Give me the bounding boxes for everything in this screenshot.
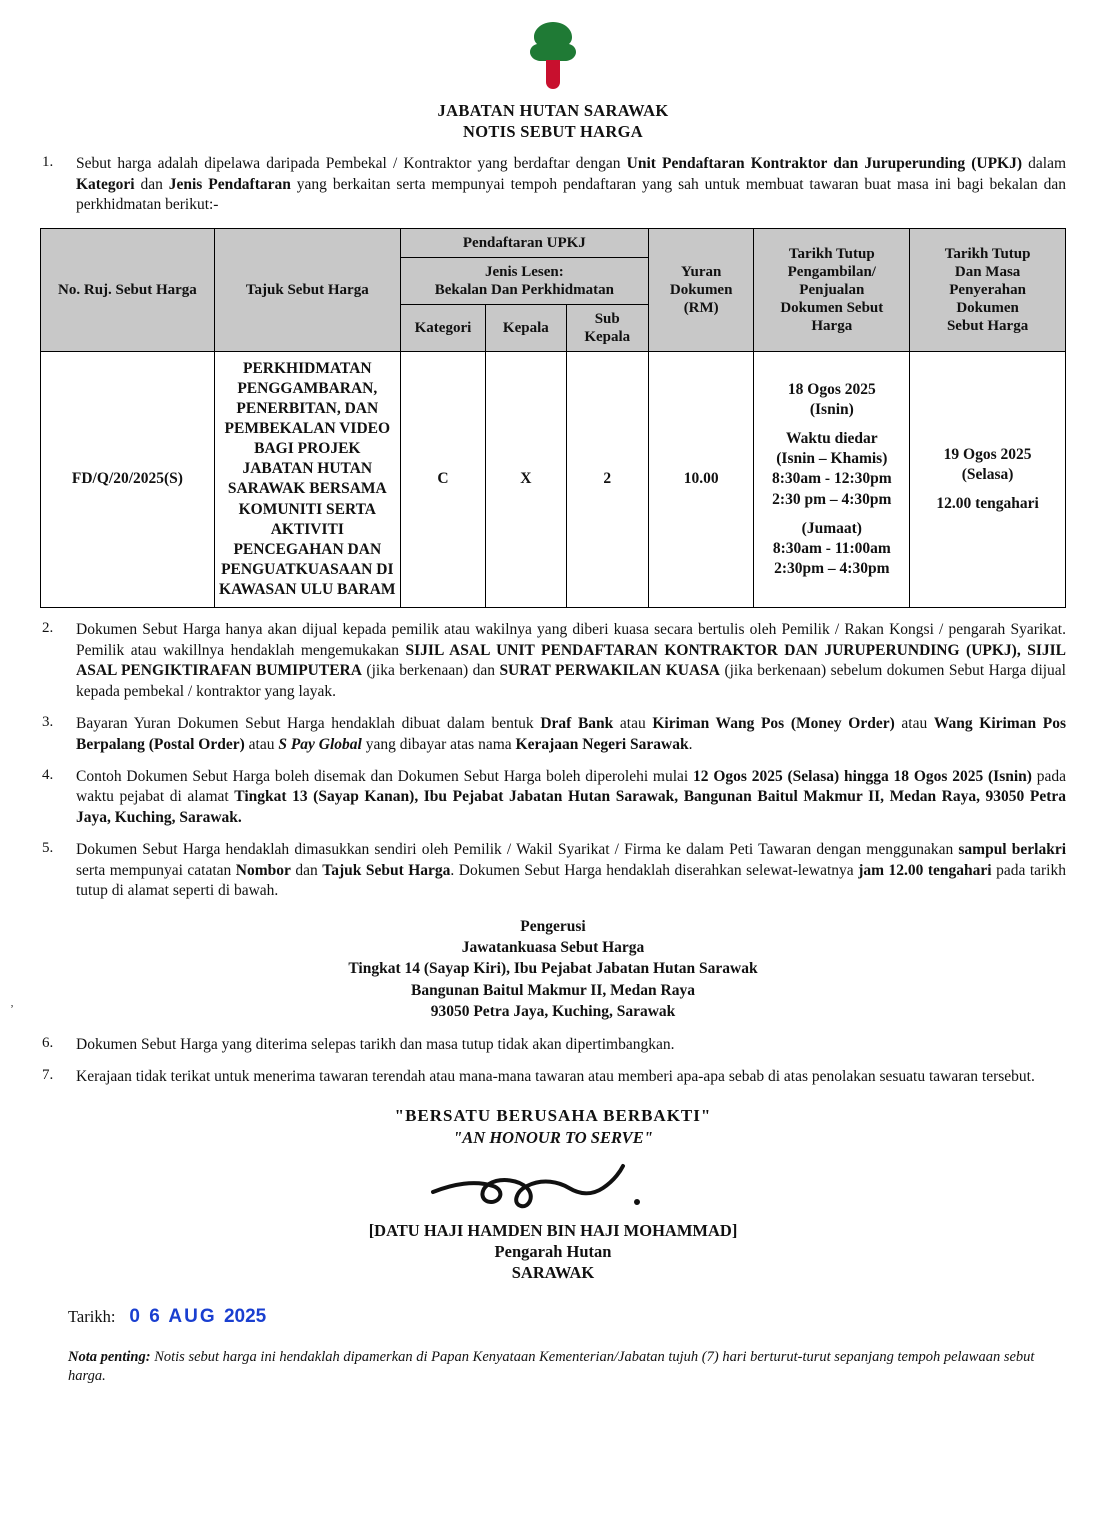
- clause-2-text: [76, 620, 1066, 702]
- pickup-l7: (Jumaat): [801, 519, 862, 537]
- cell-pickup-deadline: [754, 351, 910, 608]
- c2-bold1: SIJIL ASAL UNIT PENDAFTARAN KONTRAKTOR DAN JURUPERUNDING (UPKJ), SIJIL ASAL PENGIKTIRAFAN BUMIPUTERA: [76, 641, 1066, 680]
- th-title: Tajuk Sebut Harga: [214, 228, 400, 351]
- pickup-l2: (Isnin): [809, 400, 854, 418]
- clause-7-text: Kerajaan tidak terikat untuk menerima tawaran terendah atau mana-mana tawaran atau memberi apa-apa sebab di atas penolakan sesuatu tawaran tersebut.: [76, 1068, 1035, 1086]
- th-jenis-lesen: [400, 257, 648, 304]
- c5-part4: . Dokumen Sebut Harga hendaklah diserahkan selewat-lewatnya: [450, 861, 859, 879]
- date-stamp-day: 0 6: [129, 1305, 162, 1327]
- motto-malay: "BERSATU BERUSAHA BERBAKTI": [394, 1105, 712, 1125]
- c5-bold4: jam 12.00 tengahari: [858, 861, 992, 879]
- th-yuran-l3: (RM): [683, 299, 719, 316]
- clause-3-text: [76, 714, 1066, 755]
- motto-english: "AN HONOUR TO SERVE": [453, 1127, 653, 1147]
- c3-part6: .: [688, 735, 693, 753]
- th-sub-kepala: Sub Kepala: [566, 304, 648, 351]
- date-stamp-year: 2025: [223, 1305, 267, 1327]
- th-pickup-l2: Pengambilan/: [787, 263, 876, 280]
- note-text: Notis sebut harga ini hendaklah dipamerkan di Papan Kenyataan Kementerian/Jabatan tujuh (7) hari berturut-turut sepanjang tempoh pelawaan sebut harga.: [68, 1348, 1035, 1384]
- c5-part3: dan: [290, 861, 323, 879]
- clause-6-number: 6.: [42, 1034, 54, 1051]
- th-submit-l5: Sebut Harga: [946, 317, 1029, 334]
- clause-5-number: 5.: [42, 840, 54, 857]
- c4-part1: Contoh Dokumen Sebut Harga boleh disemak dan Dokumen Sebut Harga boleh diperolehi mulai: [76, 768, 694, 786]
- th-submit-l3: Penyerahan: [949, 281, 1026, 298]
- clause-7-number: 7.: [42, 1067, 54, 1084]
- clause-6-text: Dokumen Sebut Harga yang diterima selepas tarikh dan masa tutup tidak akan dipertimbangkan.: [76, 1035, 675, 1053]
- c3-bold3: Wang Kiriman Pos Berpalang (Postal Order): [76, 715, 1066, 753]
- c4-bold2: Tingkat 13 (Sayap Kanan), Ibu Pejabat Jabatan Hutan Sarawak, Bangunan Baitul Makmur II, Medan Raya, 93050 Petra Jaya, Kuching, Sarawak.: [76, 788, 1067, 826]
- c3-part4: atau: [244, 735, 279, 753]
- submit-l3: 12.00 tengahari: [936, 495, 1039, 513]
- th-yuran-l2: Dokumen: [669, 281, 733, 298]
- c1-part2: dalam: [1022, 155, 1067, 173]
- th-jenis-lesen-l1: Jenis Lesen:: [484, 263, 564, 280]
- address-line-3: Tingkat 14 (Sayap Kiri), Ibu Pejabat Jabatan Hutan Sarawak: [348, 960, 758, 978]
- committee-address: [40, 916, 1066, 1023]
- th-yuran: [648, 228, 754, 351]
- clause-3-number: 3.: [42, 714, 54, 731]
- pickup-gap-2: [758, 510, 905, 519]
- clause-1-number: 1.: [42, 154, 54, 171]
- date-stamp-month: AUG: [168, 1305, 217, 1327]
- th-pickup-l4: Dokumen Sebut: [780, 299, 884, 316]
- handwritten-signature: [423, 1162, 683, 1218]
- date-label: Tarikh:: [68, 1306, 116, 1326]
- c5-bold1: sampul berlakri: [958, 841, 1067, 859]
- signer-block: [40, 1220, 1066, 1284]
- address-line-5: 93050 Petra Jaya, Kuching, Sarawak: [430, 1003, 676, 1021]
- table-header-row-1: [41, 228, 1066, 257]
- pickup-l6: 2:30 pm – 4:30pm: [772, 490, 892, 508]
- clause-4-text: [76, 767, 1066, 828]
- c2-part3: (jika berkenaan) sebelum dokumen Sebut Harga dijual kepada pembekal / kontraktor yang layak.: [76, 662, 1066, 700]
- c1-part4: yang berkaitan serta mempunyai tempoh pendaftaran yang sah untuk membuat tawaran buat masa ini bagi bekalan dan perkhidmatan berikut:-: [76, 175, 1067, 214]
- c2-bold2: SURAT PERWAKILAN KUASA: [499, 662, 720, 680]
- th-submit-l4: Dokumen: [956, 299, 1019, 316]
- cell-kategori: C: [400, 351, 485, 608]
- clause-1: [40, 154, 1066, 215]
- org-line-1: JABATAN HUTAN SARAWAK: [437, 101, 669, 120]
- th-jenis-lesen-l2: Bekalan Dan Perkhidmatan: [434, 281, 614, 298]
- c1-part1: Sebut harga adalah dipelawa daripada Pembekal / Kontraktor yang berdaftar dengan: [76, 155, 627, 173]
- c2-part1: Dokumen Sebut Harga hanya akan dijual kepada pemilik atau wakilnya yang diberi kuasa secara bertulis oleh Pemilik / Rakan Kongsi / pengarah Syarikat. Pemilik atau wakillnya hendaklah mengemukakan: [76, 621, 1066, 659]
- c5-part5: pada tarikh tutup di alamat seperti di bawah.: [76, 861, 1066, 900]
- important-note: [40, 1348, 1066, 1386]
- pickup-l8: 8:30am - 11:00am: [772, 539, 891, 557]
- clause-3: [40, 714, 1066, 755]
- th-submit-l2: Dan Masa: [954, 263, 1021, 280]
- clause-4: [40, 767, 1066, 828]
- pickup-l1: 18 Ogos 2025: [787, 380, 876, 398]
- c5-bold3: Tajuk Sebut Harga: [322, 861, 451, 879]
- c1-part3: dan: [134, 175, 169, 193]
- date-row: [40, 1306, 1066, 1328]
- c3-bold2: Kiriman Wang Pos (Money Order): [652, 715, 895, 733]
- cell-kepala: X: [486, 351, 566, 608]
- address-line-4: Bangunan Baitul Makmur II, Medan Raya: [411, 981, 695, 999]
- c2-part2: (jika berkenaan) dan: [361, 662, 500, 680]
- c3-bold4: S Pay Global: [278, 735, 362, 753]
- quotation-table: [40, 228, 1066, 609]
- pickup-l5: 8:30am - 12:30pm: [771, 470, 892, 488]
- c1-bold3: Jenis Pendaftaran: [168, 175, 291, 193]
- logo-container: [40, 20, 1066, 95]
- signer-name: [DATU HAJI HAMDEN BIN HAJI MOHAMMAD]: [368, 1220, 738, 1240]
- address-line-1: Pengerusi: [520, 917, 586, 935]
- cell-submit-deadline: [910, 351, 1066, 608]
- note-label: Nota penting:: [68, 1348, 151, 1365]
- clause-5: [40, 840, 1066, 901]
- c4-bold1: 12 Ogos 2025 (Selasa) hingga 18 Ogos 2025 (Isnin): [693, 768, 1032, 786]
- clause-7: [40, 1067, 1066, 1087]
- submit-l2: (Selasa): [961, 465, 1014, 483]
- th-yuran-l1: Yuran: [681, 263, 722, 280]
- c3-part2: atau: [613, 715, 653, 733]
- cell-ref: FD/Q/20/2025(S): [41, 351, 215, 608]
- cell-title: PERKHIDMATAN PENGGAMBARAN, PENERBITAN, DAN PEMBEKALAN VIDEO BAGI PROJEK JABATAN HUTAN SARAWAK BERSAMA KOMUNITI SERTA AKTIVITI PENCEGAHAN DAN PENGUATKUASAAN DI KAWASAN ULU BARAM: [214, 351, 400, 608]
- address-line-2: Jawatankuasa Sebut Harga: [461, 939, 645, 957]
- th-upkj: Pendaftaran UPKJ: [400, 228, 648, 257]
- c5-part2: serta mempunyai catatan: [76, 861, 236, 879]
- clause-5-text: [76, 840, 1066, 901]
- clause-2: [40, 620, 1066, 702]
- org-line-2: NOTIS SEBUT HARGA: [463, 121, 643, 141]
- c3-part5: yang dibayar atas nama: [361, 735, 516, 753]
- th-submit-l1: Tarikh Tutup: [944, 245, 1031, 262]
- signature-area: [40, 1162, 1066, 1220]
- table-row: [41, 351, 1066, 608]
- th-kepala: Kepala: [486, 304, 566, 351]
- margin-tick-mark: ‚: [10, 995, 14, 1009]
- c1-bold1: Unit Pendaftaran Kontraktor dan Juruperunding (UPKJ): [626, 155, 1023, 173]
- c5-part1: Dokumen Sebut Harga hendaklah dimasukkan sendiri oleh Pemilik / Wakil Syarikat / Firma ke dalam Peti Tawaran dengan menggunakan: [76, 841, 959, 859]
- pickup-l9: 2:30pm – 4:30pm: [774, 559, 890, 577]
- cell-yuran: 10.00: [648, 351, 754, 608]
- date-stamp: [129, 1306, 266, 1328]
- clause-6: [40, 1035, 1066, 1055]
- c4-part2: pada waktu pejabat di alamat: [76, 768, 1066, 806]
- submit-l1: 19 Ogos 2025: [943, 445, 1032, 463]
- th-submit-deadline: [910, 228, 1066, 351]
- th-pickup-l1: Tarikh Tutup: [788, 245, 875, 262]
- pickup-gap-1: [758, 420, 905, 429]
- c3-bold1: Draf Bank: [540, 715, 614, 733]
- c5-bold2: Nombor: [235, 861, 291, 879]
- cell-sub-kepala: 2: [566, 351, 648, 608]
- organization-title: [40, 101, 1066, 142]
- clause-2-number: 2.: [42, 620, 54, 637]
- th-pickup-deadline: [754, 228, 910, 351]
- pickup-l3: Waktu diedar: [785, 430, 878, 448]
- c3-part1: Bayaran Yuran Dokumen Sebut Harga hendaklah dibuat dalam bentuk: [76, 715, 541, 733]
- th-pickup-l3: Penjualan: [799, 281, 865, 298]
- clause-1-text: [76, 154, 1066, 215]
- signer-org: SARAWAK: [511, 1263, 595, 1283]
- th-kategori: Kategori: [400, 304, 485, 351]
- clause-4-number: 4.: [42, 767, 54, 784]
- c1-bold2: Kategori: [76, 175, 135, 193]
- signer-title: Pengarah Hutan: [494, 1241, 612, 1261]
- th-ref: No. Ruj. Sebut Harga: [41, 228, 215, 351]
- submit-gap: [914, 485, 1061, 494]
- c3-part3: atau: [894, 715, 934, 733]
- th-pickup-l5: Harga: [811, 317, 853, 334]
- c3-bold5: Kerajaan Negeri Sarawak: [515, 735, 689, 753]
- pickup-l4: (Isnin – Khamis): [776, 450, 888, 468]
- forest-tree-logo: [522, 20, 584, 95]
